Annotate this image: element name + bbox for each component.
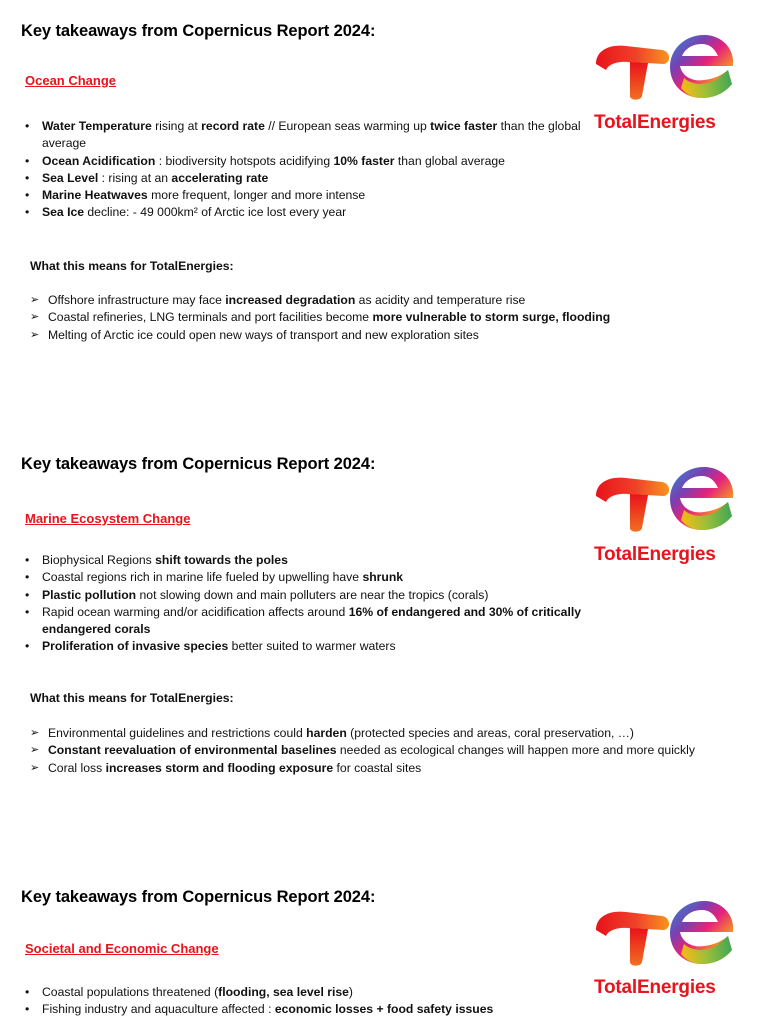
means-title: What this means for TotalEnergies: <box>30 259 234 273</box>
arrow-bullet-icon: ➢ <box>30 744 40 757</box>
logo-highlight-shape <box>681 936 732 964</box>
bold-text: shift towards the poles <box>155 553 288 567</box>
bold-text: Ocean Acidification <box>42 153 156 168</box>
section-subtitle: Ocean Change <box>25 73 117 88</box>
arrow-bullet-icon: ➢ <box>30 294 40 306</box>
arrow-bullet-icon: ➢ <box>30 311 40 324</box>
text: Biophysical Regions <box>42 553 156 567</box>
bold-text: record rate <box>201 119 265 133</box>
text: Offshore infrastructure may face <box>48 293 226 307</box>
totalenergies-logo <box>592 898 737 998</box>
text: // European seas warming up <box>264 119 431 133</box>
bullet-icon: • <box>25 553 30 567</box>
text: decline: - 49 000km² of Arctic ice lost every year <box>84 205 347 220</box>
text: Coastal regions rich in marine life fueled by upwelling have <box>42 570 363 585</box>
text: Coastal refineries, LNG terminals and port facilities become <box>48 310 373 325</box>
text: Coastal populations threatened ( <box>42 985 219 999</box>
bold-text: twice faster <box>430 119 498 133</box>
bold-text: increased degradation <box>225 293 356 307</box>
text: than global average <box>394 153 505 168</box>
logo-wordmark: TotalEnergies <box>594 544 716 565</box>
bold-text: Proliferation of invasive species <box>42 639 229 654</box>
bold-text: Marine Heatwaves <box>42 188 148 203</box>
text: Fishing industry and aquaculture affected : <box>42 1002 275 1017</box>
bullet-icon: • <box>25 1002 30 1017</box>
bullet-icon: • <box>25 604 30 619</box>
bold-text: Plastic pollution <box>42 587 137 602</box>
totalenergies-logo-icon <box>592 898 737 968</box>
text: needed as ecological changes will happen more and more quickly <box>336 743 695 758</box>
section-title: Key takeaways from Copernicus Report 2024: <box>21 455 376 473</box>
takeaway-item <box>25 984 585 1001</box>
text: ) <box>348 985 353 999</box>
text: Melting of Arctic ice could open new ways of transport and new exploration sites <box>48 327 479 342</box>
text: Coral loss <box>48 760 106 775</box>
bullet-icon: • <box>25 188 30 203</box>
bullet-icon: • <box>25 153 30 168</box>
bold-text: economic losses + food safety issues <box>274 1002 494 1017</box>
bold-text: Water Temperature <box>42 119 152 133</box>
text: more frequent, longer and more intense <box>147 188 366 203</box>
text: Environmental guidelines and restrictions could <box>48 726 307 740</box>
logo-wordmark: TotalEnergies <box>594 112 716 133</box>
bold-text: Sea Level <box>42 170 99 185</box>
text: for coastal sites <box>333 760 422 775</box>
bold-text: 10% faster <box>333 153 395 168</box>
text: not slowing down and main polluters are near the tropics (corals) <box>136 587 489 602</box>
text: (protected species and areas, coral preservation, …) <box>346 726 634 740</box>
bold-text: more vulnerable to storm surge, flooding <box>372 310 611 325</box>
text: : rising at an <box>98 170 172 185</box>
arrow-bullet-icon: ➢ <box>30 328 40 341</box>
text: Rapid ocean warming and/or acidification affects around <box>42 604 349 619</box>
logo-stem-shape <box>630 928 648 966</box>
bullet-icon: • <box>25 570 30 585</box>
bullet-icon: • <box>25 205 30 220</box>
bullet-icon: • <box>25 639 30 654</box>
bold-text: flooding, sea level rise <box>218 985 349 999</box>
bold-text: increases storm and flooding exposure <box>105 760 334 775</box>
means-title: What this means for TotalEnergies: <box>30 691 234 705</box>
bullet-icon: • <box>25 119 30 133</box>
arrow-bullet-icon: ➢ <box>30 727 40 739</box>
text: : biodiversity hotspots acidifying <box>155 153 334 168</box>
bullet-icon: • <box>25 587 30 602</box>
takeaway-item <box>25 1001 585 1018</box>
bold-text: accelerating rate <box>171 170 269 185</box>
text: as acidity and temperature rise <box>355 293 526 307</box>
section-title: Key takeaways from Copernicus Report 2024: <box>21 22 376 40</box>
bold-text: Constant reevaluation of environmental baselines <box>48 743 337 758</box>
bullet-icon: • <box>25 170 30 185</box>
text: better suited to warmer waters <box>228 639 396 654</box>
bold-text: shrunk <box>362 570 404 585</box>
arrow-bullet-icon: ➢ <box>30 761 40 774</box>
text: rising at <box>151 119 202 133</box>
section-subtitle: Societal and Economic Change <box>25 941 219 956</box>
takeaway-list <box>25 984 585 1019</box>
logo-wordmark: TotalEnergies <box>594 977 716 998</box>
bold-text: harden <box>306 726 347 740</box>
bold-text: Sea Ice <box>42 205 85 220</box>
bullet-icon: • <box>25 985 30 999</box>
section-subtitle: Marine Ecosystem Change <box>25 511 191 526</box>
bold-text: 16% of endangered and 30% of critically endangered corals <box>42 604 581 637</box>
section-title: Key takeaways from Copernicus Report 2024: <box>21 888 376 906</box>
text: than the global average <box>42 119 581 151</box>
